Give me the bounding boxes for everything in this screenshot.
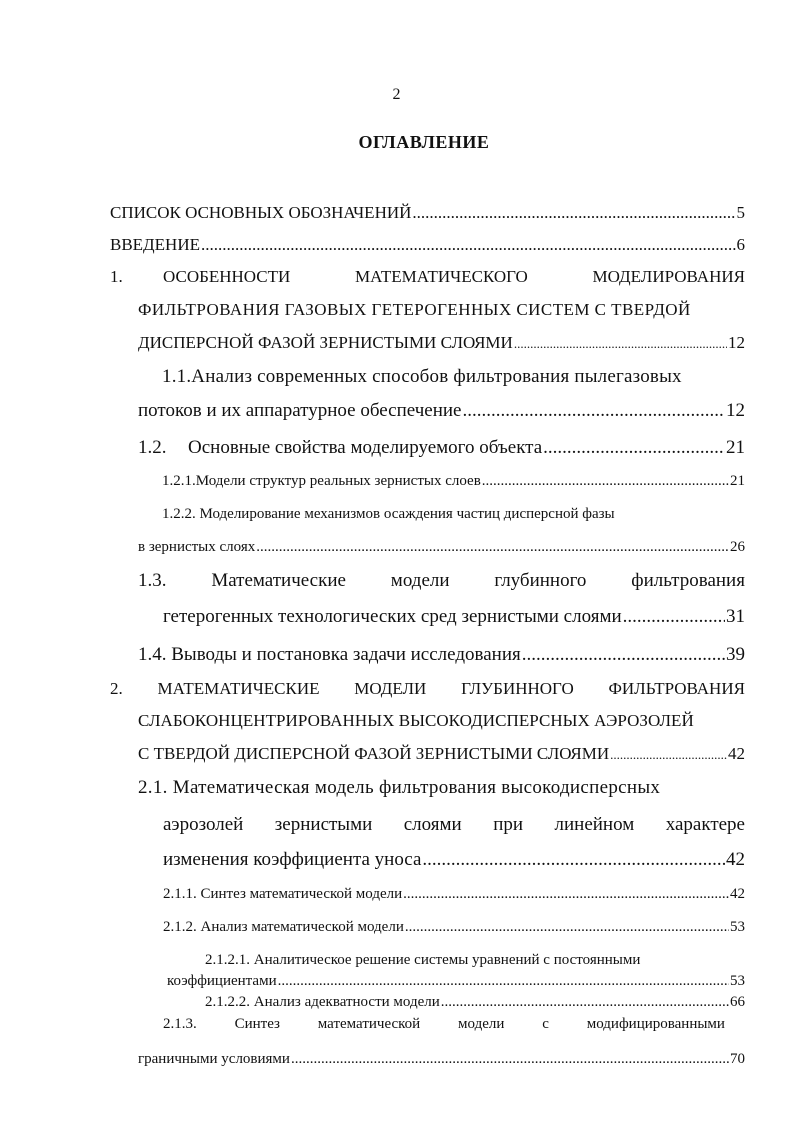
toc-section-1-1-line1[interactable]: 1.1.Анализ современных способов фильтрования пылегазовых: [162, 366, 682, 387]
toc-section-1-1-line2[interactable]: [138, 401, 745, 420]
toc-word: 1.3.: [138, 570, 167, 591]
toc-section-1-2-2-line2[interactable]: [138, 540, 745, 555]
toc-page-number: 21: [730, 473, 745, 489]
toc-entry-text: ВВЕДЕНИЕ: [110, 235, 200, 254]
toc-page-number: 31: [726, 606, 745, 627]
page-title: ОГЛАВЛЕНИЕ: [358, 132, 490, 152]
toc-page-number: 70: [730, 1051, 745, 1067]
toc-word: зернистыми: [274, 814, 373, 835]
toc-leader-dots: [543, 438, 725, 457]
toc-word: аэрозолей: [163, 814, 244, 835]
toc-page-number: 26: [730, 539, 745, 555]
toc-leader-dots: [412, 204, 735, 221]
toc-chapter-2-line2[interactable]: СЛАБОКОНЦЕНТРИРОВАННЫХ ВЫСОКОДИСПЕРСНЫХ АЭРОЗОЛЕЙ: [138, 711, 694, 730]
toc-chapter-1-number: 1.: [110, 267, 123, 286]
toc-section-1-2-number: 1.2.: [138, 437, 167, 458]
toc-leader-dots: [278, 974, 729, 989]
toc-leader-dots: [422, 850, 725, 869]
toc-section-2-1-line3[interactable]: [163, 850, 745, 869]
toc-page-number: 12: [726, 400, 745, 421]
toc-entry-text: Основные свойства моделируемого объекта: [188, 437, 543, 458]
page-number: 2: [392, 86, 401, 103]
toc-entry-text: коэффициентами: [167, 973, 277, 989]
toc-word: ФИЛЬТРОВАНИЯ: [608, 679, 745, 698]
toc-word: Синтез: [234, 1016, 280, 1032]
toc-entry-text: в зернистых слоях: [138, 539, 256, 555]
toc-leader-dots: [291, 1052, 729, 1067]
toc-word: 2.: [110, 679, 123, 698]
toc-section-2-1-2-1-line2[interactable]: [167, 974, 745, 989]
toc-word: МОДЕЛИРОВАНИЯ: [592, 267, 745, 286]
toc-word: МОДЕЛИ: [354, 679, 427, 698]
toc-page-number: 53: [730, 973, 745, 989]
toc-page-number: 21: [726, 437, 745, 458]
toc-chapter-1-line3[interactable]: [138, 334, 745, 351]
toc-section-1-2[interactable]: [188, 438, 745, 457]
toc-entry-symbols[interactable]: [110, 204, 745, 221]
toc-word: 2.1.3.: [163, 1016, 197, 1032]
toc-word: фильтрования: [631, 570, 745, 591]
toc-section-2-1-2[interactable]: [163, 920, 745, 935]
toc-leader-dots: [514, 337, 727, 350]
toc-word: ГЛУБИННОГО: [461, 679, 574, 698]
toc-leader-dots: [623, 607, 725, 626]
toc-page-number: 6: [736, 235, 745, 254]
toc-entry-text: граничными условиями: [138, 1051, 290, 1067]
toc-entry-text: 2.1.1. Синтез математической модели: [163, 886, 403, 902]
toc-section-1-2-1[interactable]: [162, 474, 745, 489]
toc-section-2-1-3-line1[interactable]: [163, 1017, 725, 1032]
toc-word: модели: [458, 1016, 505, 1032]
toc-leader-dots: [462, 401, 725, 420]
toc-leader-dots: [610, 748, 727, 761]
toc-chapter-1-line2[interactable]: ФИЛЬТРОВАНИЯ ГАЗОВЫХ ГЕТЕРОГЕННЫХ СИСТЕМ С ТВЕРДОЙ: [138, 300, 691, 319]
toc-leader-dots: [522, 645, 725, 664]
toc-page-number: 42: [726, 849, 745, 870]
toc-section-1-2-2-line1[interactable]: 1.2.2. Моделирование механизмов осаждения частиц дисперсной фазы: [162, 506, 615, 522]
toc-page-number: 39: [726, 644, 745, 665]
toc-word: с: [542, 1016, 549, 1032]
toc-entry-text: СПИСОК ОСНОВНЫХ ОБОЗНАЧЕНИЙ: [110, 203, 412, 222]
toc-word: глубинного: [494, 570, 587, 591]
toc-section-2-1-2-2[interactable]: [205, 995, 745, 1010]
toc-page-number: 53: [730, 919, 745, 935]
toc-chapter-1-line1[interactable]: [163, 268, 745, 285]
toc-leader-dots: [405, 920, 729, 935]
toc-word: МАТЕМАТИЧЕСКОГО: [354, 267, 528, 286]
toc-leader-dots: [482, 474, 729, 489]
toc-page-number: 66: [730, 994, 745, 1010]
toc-word: модифицированными: [586, 1016, 725, 1032]
toc-entry-text: 2.1.2. Анализ математической модели: [163, 919, 404, 935]
toc-leader-dots: [403, 887, 729, 902]
toc-section-1-3-line2[interactable]: [163, 607, 745, 626]
toc-entry-intro[interactable]: [110, 236, 745, 253]
toc-leader-dots: [256, 540, 729, 555]
toc-section-1-4[interactable]: [138, 645, 745, 664]
toc-entry-text: С ТВЕРДОЙ ДИСПЕРСНОЙ ФАЗОЙ ЗЕРНИСТЫМИ СЛОЯМИ: [138, 744, 610, 763]
toc-leader-dots: [201, 236, 736, 253]
toc-section-2-1-2-1-line1[interactable]: 2.1.2.1. Аналитическое решение системы уравнений с постоянными: [205, 952, 641, 968]
toc-word: характере: [665, 814, 745, 835]
toc-section-2-1-3-line2[interactable]: [138, 1052, 745, 1067]
toc-entry-text: 1.4. Выводы и постановка задачи исследования: [138, 644, 521, 665]
toc-leader-dots: [441, 995, 729, 1010]
toc-page-number: 5: [736, 203, 745, 222]
toc-entry-text: 2.1.2.2. Анализ адекватности модели: [205, 994, 440, 1010]
toc-word: математической: [317, 1016, 421, 1032]
toc-section-2-1-line2[interactable]: [163, 815, 745, 834]
toc-chapter-2-line1[interactable]: [110, 680, 745, 697]
toc-entry-text: гетерогенных технологических сред зернистыми слоями: [163, 606, 622, 627]
toc-entry-text: ДИСПЕРСНОЙ ФАЗОЙ ЗЕРНИСТЫМИ СЛОЯМИ: [138, 333, 513, 352]
toc-entry-text: изменения коэффициента уноса: [163, 849, 422, 870]
toc-section-1-3-line1[interactable]: [138, 571, 745, 590]
toc-page-number: 42: [728, 744, 745, 763]
toc-word: слоями: [403, 814, 462, 835]
toc-word: линейном: [554, 814, 635, 835]
toc-chapter-2-line3[interactable]: [138, 745, 745, 762]
toc-entry-text: потоков и их аппаратурное обеспечение: [138, 400, 462, 421]
toc-page-number: 12: [728, 333, 745, 352]
toc-page-number: 42: [730, 886, 745, 902]
toc-word: МАТЕМАТИЧЕСКИЕ: [157, 679, 320, 698]
toc-word: модели: [390, 570, 450, 591]
toc-word: ОСОБЕННОСТИ: [163, 267, 291, 286]
toc-section-2-1-line1[interactable]: 2.1. Математическая модель фильтрования высокодисперсных: [138, 777, 661, 798]
toc-word: Математические: [211, 570, 346, 591]
toc-entry-text: 1.2.1.Модели структур реальных зернистых слоев: [162, 473, 481, 489]
toc-word: при: [493, 814, 524, 835]
toc-section-2-1-1[interactable]: [163, 887, 745, 902]
